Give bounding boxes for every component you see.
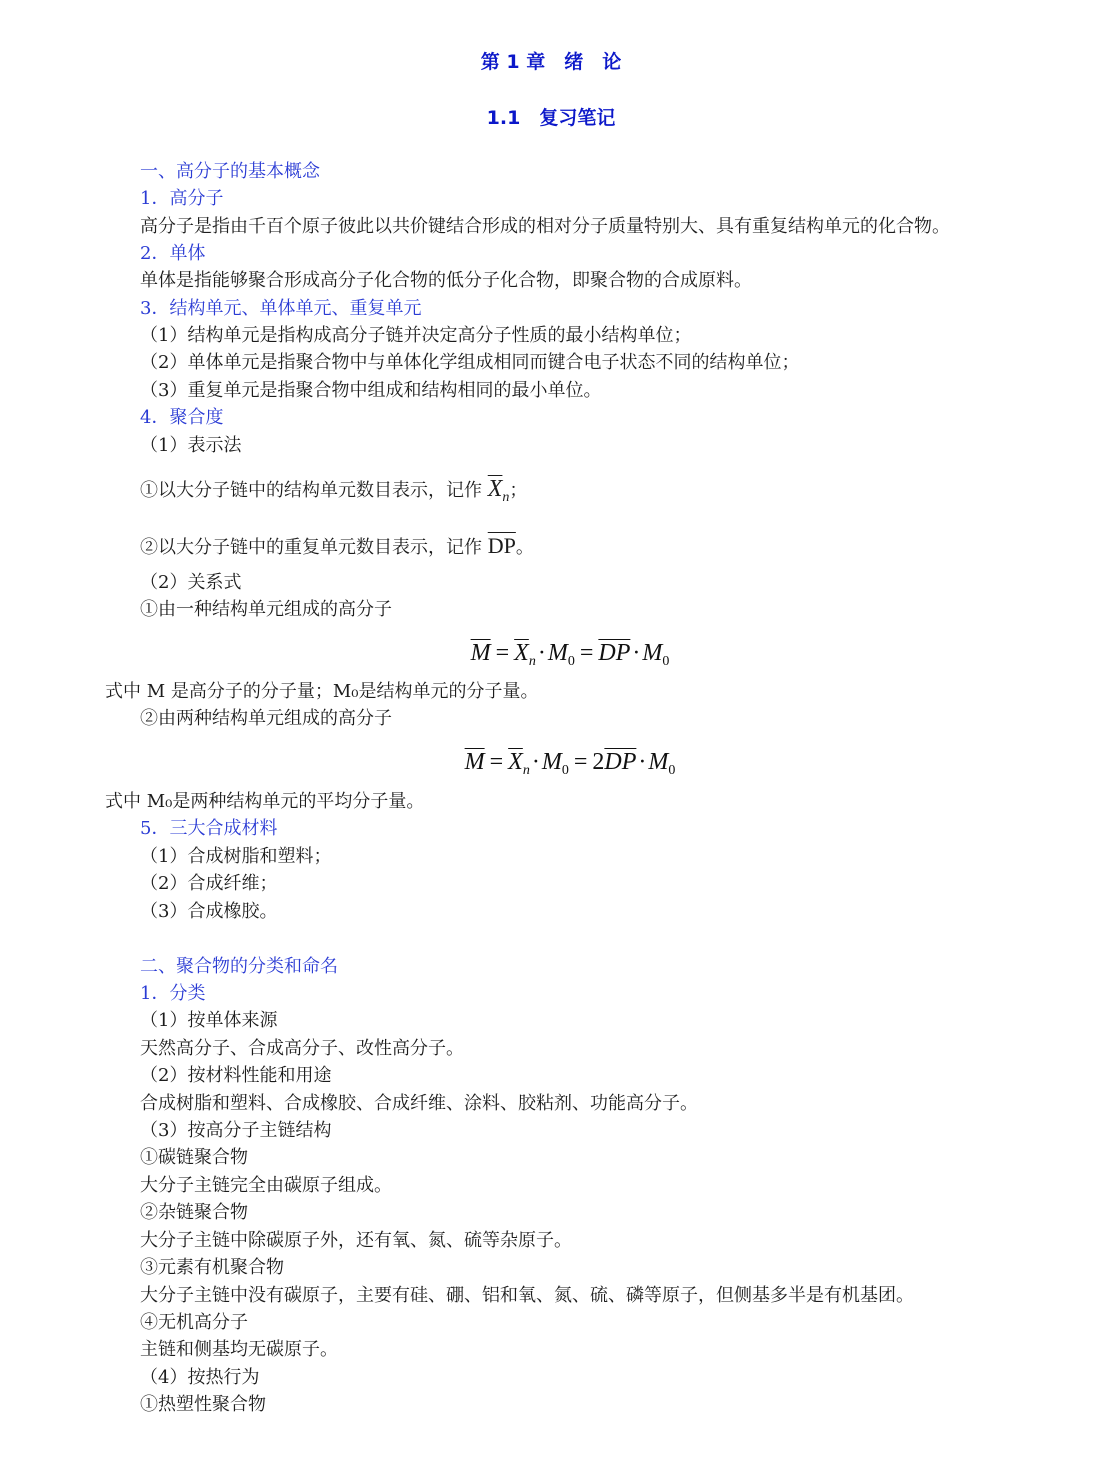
formula-1 <box>420 638 720 677</box>
item3-point-2: （2）单体单元是指聚合物中与单体化学组成相同而键合电子状态不同的结构单位； <box>140 352 800 373</box>
formula-1-dot: · <box>537 640 546 666</box>
formula-1-zero: 0 <box>567 654 575 669</box>
dp-symbol: $\overline{DP}$ <box>487 533 516 558</box>
formula-2-m0: M <box>541 749 562 775</box>
formula-2-coefficient: 2 <box>592 749 605 775</box>
formula-2 <box>420 747 720 786</box>
classification-heading: 1．分类 <box>140 983 206 1004</box>
formula-1-m-bar: $\overline{M}$ <box>470 640 491 666</box>
main-chain-type-4-text: 主链和侧基均无碳原子。 <box>140 1339 338 1360</box>
xn-symbol: $\overline{X}$ <box>487 476 503 502</box>
notation-way-1-end: ； <box>509 480 528 501</box>
relation-heading: （2）关系式 <box>140 572 242 593</box>
formula-2-dot-2: · <box>638 749 647 775</box>
notation-way-2 <box>140 531 534 561</box>
item3-point-1: （1）结构单元是指构成高分子链并决定高分子性质的最小结构单位； <box>140 325 692 346</box>
thermal-type-1-name: ①热塑性聚合物 <box>140 1394 266 1415</box>
by-source-text: 天然高分子、合成高分子、改性高分子。 <box>140 1038 464 1059</box>
item2-heading: 2．单体 <box>140 243 206 264</box>
formula-1-n: n <box>528 654 536 669</box>
main-chain-type-4-name: ④无机高分子 <box>140 1312 248 1333</box>
by-thermal-heading: （4）按热行为 <box>140 1367 260 1388</box>
formula-1-m0-2: M <box>642 640 663 666</box>
by-use-heading: （2）按材料性能和用途 <box>140 1065 332 1086</box>
item1-text: 高分子是指由千百个原子彼此以共价键结合形成的相对分子质量特别大、具有重复结构单元的化合物。 <box>140 216 950 237</box>
formula-1-zero-2: 0 <box>662 654 670 669</box>
case1-heading: ①由一种结构单元组成的高分子 <box>140 599 392 620</box>
item2-text: 单体是指能够聚合形成高分子化合物的低分子化合物，即聚合物的合成原料。 <box>140 270 752 291</box>
formula-2-dp-bar: $\overline{DP}$ <box>604 749 637 775</box>
formula-2-zero: 0 <box>561 763 569 778</box>
notation-way-2-text: ②以大分子链中的重复单元数目表示，记作 <box>140 537 482 558</box>
formula-1-x-bar: $\overline{X}$ <box>514 640 529 666</box>
notation-way-1-text: ①以大分子链中的结构单元数目表示，记作 <box>140 480 482 501</box>
main-chain-type-3-name: ③元素有机聚合物 <box>140 1257 284 1278</box>
formula-2-equals-2: = <box>573 749 588 775</box>
formula-2-equals: = <box>489 749 504 775</box>
item3-heading: 3．结构单元、单体单元、重复单元 <box>140 298 422 319</box>
item5-point-3: （3）合成橡胶。 <box>140 901 278 922</box>
notation-heading: （1）表示法 <box>140 435 242 456</box>
formula-1-equals-2: = <box>579 640 594 666</box>
formula-1-dot-2: · <box>632 640 641 666</box>
main-chain-type-3-text: 大分子主链中没有碳原子，主要有硅、硼、铝和氧、氮、硫、磷等原子，但侧基多半是有机基团。 <box>140 1285 914 1306</box>
item5-point-2: （2）合成纤维； <box>140 873 278 894</box>
formula-2-dot: · <box>531 749 540 775</box>
formula-2-n: n <box>522 763 530 778</box>
by-source-heading: （1）按单体来源 <box>140 1010 278 1031</box>
notation-way-2-end: 。 <box>515 537 534 558</box>
section1-heading: 一、高分子的基本概念 <box>140 161 320 182</box>
item4-heading: 4．聚合度 <box>140 407 224 428</box>
item3-point-3: （3）重复单元是指聚合物中组成和结构相同的最小单位。 <box>140 380 602 401</box>
notation-way-1 <box>140 474 527 504</box>
formula-2-m0-2: M <box>648 749 669 775</box>
item5-point-1: （1）合成树脂和塑料； <box>140 846 332 867</box>
by-main-chain-heading: （3）按高分子主链结构 <box>140 1120 332 1141</box>
case2-heading: ②由两种结构单元组成的高分子 <box>140 708 392 729</box>
formula-2-note: 式中 M₀是两种结构单元的平均分子量。 <box>105 791 425 812</box>
chapter-title: 第 1 章 绪 论 <box>480 51 622 73</box>
xn-subscript: n <box>502 490 510 505</box>
main-chain-type-1-text: 大分子主链完全由碳原子组成。 <box>140 1175 392 1196</box>
section-title: 1.1 复习笔记 <box>486 107 616 129</box>
item5-heading: 5．三大合成材料 <box>140 818 278 839</box>
formula-2-m-bar: $\overline{M}$ <box>464 749 485 775</box>
formula-1-m0: M <box>547 640 568 666</box>
item1-heading: 1．高分子 <box>140 188 224 209</box>
main-chain-type-2-name: ②杂链聚合物 <box>140 1202 248 1223</box>
formula-1-equals: = <box>495 640 510 666</box>
main-chain-type-2-text: 大分子主链中除碳原子外，还有氧、氮、硫等杂原子。 <box>140 1230 572 1251</box>
formula-2-x-bar: $\overline{X}$ <box>508 749 523 775</box>
formula-2-zero-2: 0 <box>668 763 676 778</box>
by-use-text: 合成树脂和塑料、合成橡胶、合成纤维、涂料、胶粘剂、功能高分子。 <box>140 1093 698 1114</box>
formula-1-note: 式中 M 是高分子的分子量；M₀是结构单元的分子量。 <box>105 681 539 702</box>
section2-heading: 二、聚合物的分类和命名 <box>140 956 338 977</box>
main-chain-type-1-name: ①碳链聚合物 <box>140 1147 248 1168</box>
formula-1-dp-bar: $\overline{DP}$ <box>598 640 631 666</box>
